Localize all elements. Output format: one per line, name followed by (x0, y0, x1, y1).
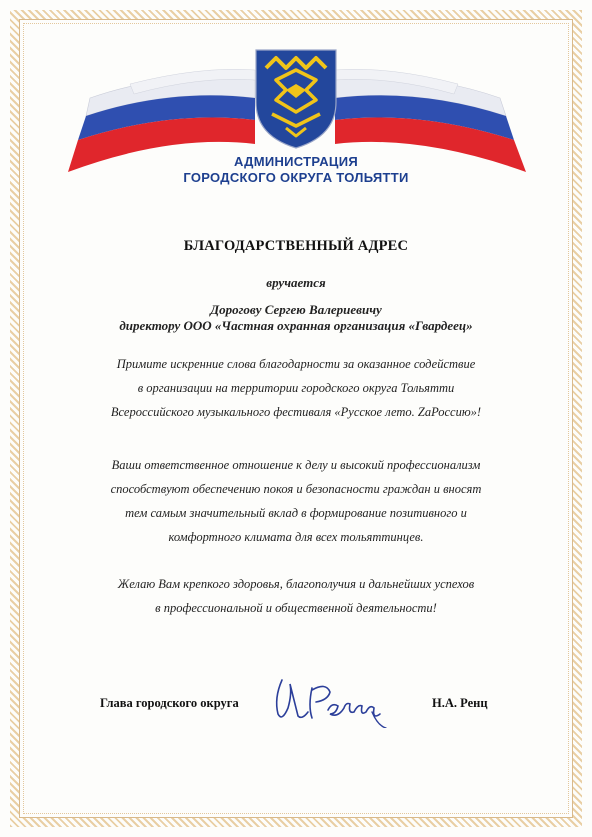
paragraph-1-line-2: в организации на территории городского округа Тольятти (137, 381, 455, 395)
paragraph-3-line-2: в профессиональной и общественной деятельности! (155, 601, 437, 615)
recipient-position: директору ООО «Частная охранная организация «Гвардеец» (119, 318, 473, 333)
awarded-label: вручается (266, 275, 326, 290)
document-title: БЛАГОДАРСТВЕННЫЙ АДРЕС (183, 238, 409, 254)
signatory-position: Глава городского округа (100, 696, 239, 710)
org-title-line1: АДМИНИСТРАЦИЯ (233, 154, 359, 169)
paragraph-2-line-4: комфортного климата для всех тольяттинцев. (168, 530, 424, 544)
city-emblem-icon (256, 50, 336, 148)
paragraph-1-line-3: Всероссийского музыкального фестиваля «Русское лето. ZaРоссию»! (110, 405, 482, 419)
paragraph-2-line-1: Ваши ответственное отношение к делу и высокий профессионализм (111, 458, 481, 472)
signatory-name: Н.А. Ренц (432, 696, 488, 710)
paragraph-2-line-2: способствуют обеспечению покоя и безопасности граждан и вносят (110, 482, 482, 496)
paragraph-3-line-1: Желаю Вам крепкого здоровья, благополучия и дальнейших успехов (117, 577, 475, 591)
paragraph-2-line-3: тем самым значительный вклад в формирование позитивного и (125, 506, 467, 520)
handwritten-signature (268, 668, 398, 728)
paragraph-1-line-1: Примите искренние слова благодарности за оказанное содействие (116, 357, 476, 371)
org-title-line2: ГОРОДСКОГО ОКРУГА ТОЛЬЯТТИ (183, 170, 409, 185)
recipient-name: Дорогову Сергею Валериевичу (210, 302, 382, 317)
